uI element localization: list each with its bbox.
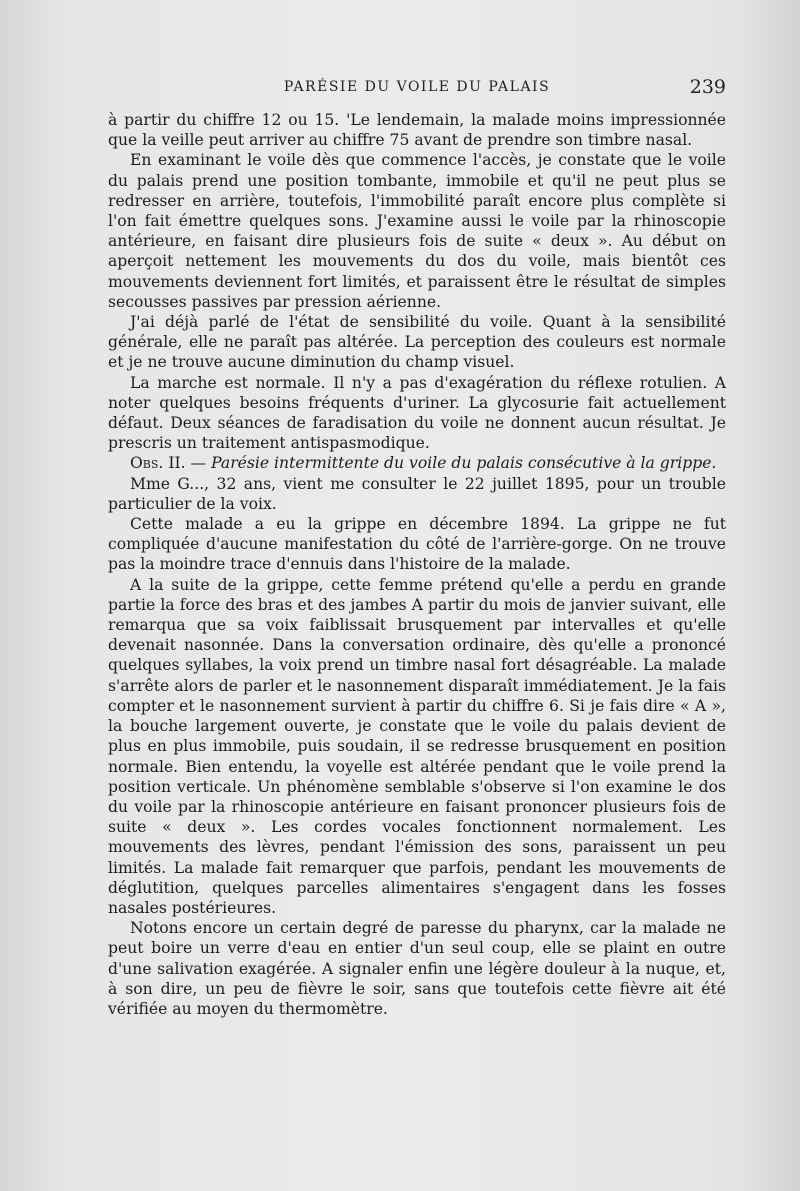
paragraph: J'ai déjà parlé de l'état de sensibilité du voile. Quant à la sensibilité générale, elle ne paraît pas altérée. La perception des couleurs est normale et je ne trouve aucune diminution du champ visuel. [108, 313, 726, 372]
paragraph: La marche est normale. Il n'y a pas d'exagération du réflexe rotulien. A noter quelques besoins fréquents d'uriner. La glycosurie fait actuellement défaut. Deux séances de faradisation du voile ne donnent aucun résultat. Je prescris un traitement antispasmodique. [108, 373, 726, 453]
paragraph: à partir du chiffre 12 ou 15. 'Le lendemain, la malade moins impressionnée que la veille peut arriver au chiffre 75 avant de prendre son timbre nasal. [108, 111, 726, 150]
paragraph: Mme G..., 32 ans, vient me consulter le 22 juillet 1895, pour un trouble particulier de la voix. [108, 474, 726, 513]
observation-title: — Parésie intermittente du voile du palais consécutive à la grippe. [185, 454, 717, 473]
observation-heading [108, 453, 726, 473]
running-title: PARÉSIE DU VOILE DU PALAIS [283, 79, 551, 95]
observation-label: Obs. II. [130, 454, 186, 473]
body-text [108, 110, 726, 1019]
page-number: 239 [689, 76, 726, 98]
paragraph: En examinant le voile dès que commence l'accès, je constate que le voile du palais prend une position tombante, immobile et qu'il ne peut plus se redresser en arrière, toutefois, l'immobilité paraît encore plus complète si l'on fait émettre quelques sons. J'examine aussi le voile par la rhinoscopie antérieure, en faisant dire plusieurs fois de suite « deux ». Au début on aperçoit nettement les mouvements du dos du voile, mais bientôt ces mouvements deviennent fort limités, et paraissent être le résultat de simples secousses passives par pression aérienne. [108, 151, 726, 311]
running-header [108, 76, 726, 100]
paragraph: Notons encore un certain degré de paresse du pharynx, car la malade ne peut boire un verre d'eau en entier d'un seul coup, elle se plaint en outre d'une salivation exagérée. A signaler enfin une légère douleur à la nuque, et, à son dire, un peu de fièvre le soir, sans que toutefois cette fièvre ait été vérifiée au moyen du thermomètre. [108, 919, 726, 1018]
paragraph: Cette malade a eu la grippe en décembre 1894. La grippe ne fut compliquée d'aucune manifestation du côté de l'arrière-gorge. On ne trouve pas la moindre trace d'ennuis dans l'histoire de la malade. [108, 515, 726, 574]
paragraph: A la suite de la grippe, cette femme prétend qu'elle a perdu en grande partie la force des bras et des jambes A partir du mois de janvier suivant, elle remarqua que sa voix faiblissait brusquement par intervalles et qu'elle devenait nasonnée. Dans la conversation ordinaire, dès qu'elle a prononcé quelques syllabes, la voix prend un timbre nasal fort désagréable. La malade s'arrête alors de parler et le nasonnement disparaît immédiatement. Je la fais compter et le nasonnement survient à partir du chiffre 6. Si je fais dire « A », la bouche largement ouverte, je constate que le voile du palais devient de plus en plus immobile, puis soudain, il se redresse brusquement en position normale. Bien entendu, la voyelle est altérée pendant que le voile prend la position verticale. Un phénomène semblable s'observe si l'on examine le dos du voile par la rhinoscopie antérieure en faisant prononcer plusieurs fois de suite « deux ». Les cordes vocales fonctionnent normalement. Les mouvements des lèvres, pendant l'émission des sons, paraissent un peu limités. La malade fait remarquer que parfois, pendant les mouvements de déglutition, quelques parcelles alimentaires s'engagent dans les fosses nasales postérieures. [108, 575, 726, 917]
